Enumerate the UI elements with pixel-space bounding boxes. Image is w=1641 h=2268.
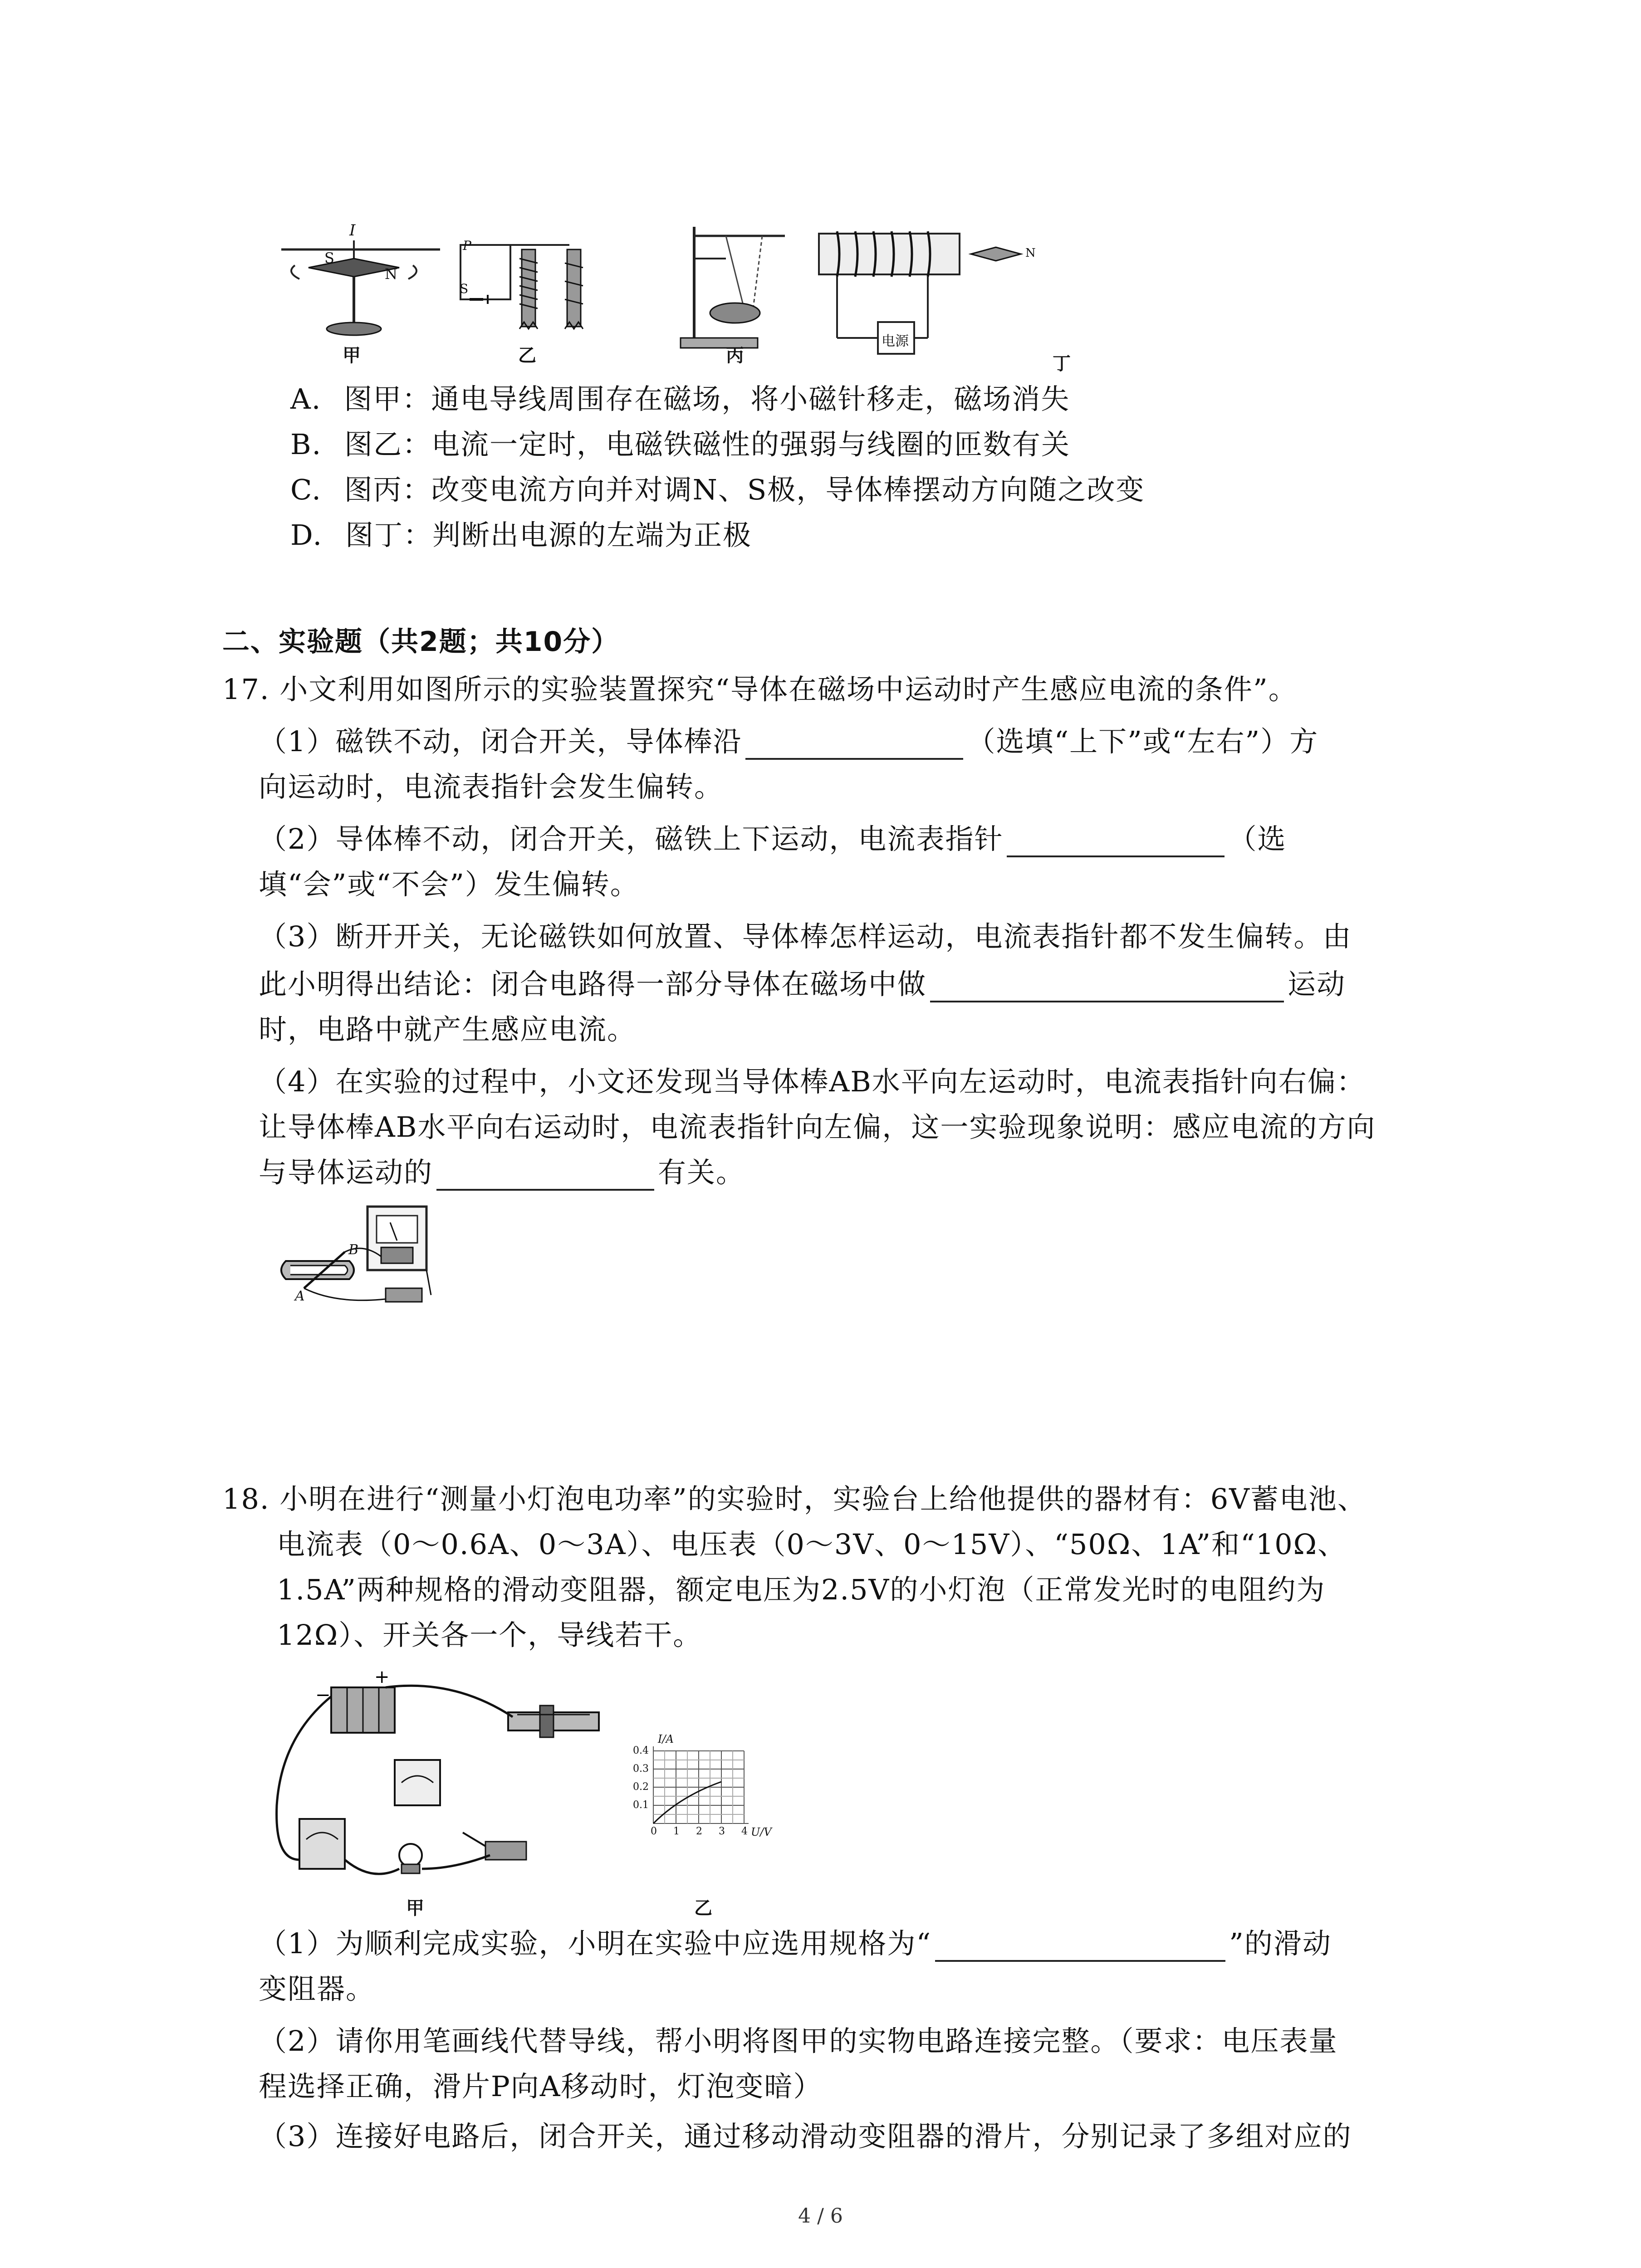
label-a: A	[295, 1288, 305, 1304]
q18-part1-cont: 变阻器。	[259, 1972, 375, 2005]
option-letter: C.	[290, 473, 322, 506]
south-label: S	[324, 249, 334, 267]
q17-part4-c	[259, 1154, 745, 1191]
q18-p1-text: （1）为顺利完成实验，小明在实验中应选用规格为“	[259, 1927, 932, 1960]
figure-bing	[676, 222, 794, 358]
caption-jia: 甲	[406, 1898, 424, 1919]
answer-blank[interactable]	[930, 973, 1284, 1002]
x-tick: 4	[741, 1826, 748, 1837]
figure-yi	[456, 231, 610, 349]
x-tick: 0	[651, 1826, 657, 1837]
page-number: 4 / 6	[798, 2204, 843, 2228]
q17-p3-text-c: 运动	[1288, 968, 1346, 1001]
q17-p3-text: 此小明得出结论：闭合电路得一部分导体在磁场中做	[259, 968, 927, 1001]
answer-blank[interactable]	[935, 1933, 1225, 1962]
svg-text:+: +	[374, 1669, 390, 1687]
q17-part2	[259, 821, 1286, 857]
q18-part2-b: 程选择正确，滑片P向A移动时，灯泡变暗）	[259, 2070, 823, 2103]
power-label: 电源	[882, 333, 909, 349]
q18-line1: 18. 小明在进行“测量小灯泡电功率”的实验时，实验台上给他提供的器材有：6V蓄电池、	[222, 1482, 1367, 1515]
q17-part3: （3）断开开关，无论磁铁如何放置、导体棒怎样运动，电流表指针都不发生偏转。由	[259, 920, 1352, 953]
north-label: N	[385, 265, 397, 283]
q17-p4-text: 与导体运动的	[259, 1156, 433, 1189]
y-tick: 0.1	[633, 1799, 649, 1811]
q18-part2: （2）请你用笔画线代替导线，帮小明将图甲的实物电路连接完整。（要求：电压表量	[259, 2024, 1338, 2058]
label-ding: 丁	[1053, 353, 1071, 374]
label-b: B	[348, 1242, 359, 1258]
x-tick: 3	[719, 1826, 725, 1837]
option-text: 图乙：电流一定时，电磁铁磁性的强弱与线圈的匝数有关	[344, 428, 1071, 461]
option-text: 图丁：判断出电源的左端为正极	[345, 518, 752, 552]
q17-apparatus-figure	[272, 1202, 463, 1320]
y-axis-label: I/A	[658, 1733, 674, 1745]
q17-p2-text: （2）导体棒不动，闭合开关，磁铁上下运动，电流表指针	[259, 822, 1004, 855]
option-a	[290, 381, 1070, 417]
x-tick: 2	[696, 1826, 702, 1837]
q17-part1	[259, 723, 1318, 760]
y-tick: 0.3	[633, 1763, 649, 1774]
label-bing: 丙	[726, 345, 744, 366]
q17-part3-b	[259, 966, 1346, 1002]
current-label: I	[349, 221, 356, 240]
label-yi: 乙	[518, 345, 536, 366]
q17-part2-cont: 填“会”或“不会”）发生偏转。	[259, 868, 639, 901]
q18-line4: 12Ω）、开关各一个，导线若干。	[277, 1618, 702, 1652]
figure-ding	[814, 225, 1050, 370]
q17-part4: （4）在实验的过程中，小文还发现当导体棒AB水平向左运动时，电流表指针向右偏：	[259, 1065, 1366, 1098]
x-axis-label: U/V	[751, 1826, 772, 1838]
figure-jia	[281, 222, 445, 358]
q18-p1-text-b: ”的滑动	[1229, 1927, 1332, 1960]
answer-blank[interactable]	[1007, 828, 1225, 857]
q17-part1-cont: 向运动时，电流表指针会发生偏转。	[259, 770, 724, 803]
q17-p1-text: （1）磁铁不动，闭合开关，导体棒沿	[259, 725, 742, 758]
answer-blank[interactable]	[745, 731, 963, 760]
label-jia: 甲	[343, 345, 361, 366]
q18-part1	[259, 1926, 1332, 1962]
q17-part3-cont: 时，电路中就产生感应电流。	[259, 1013, 637, 1046]
answer-blank[interactable]	[436, 1162, 654, 1191]
q17-p4-text-d: 有关。	[658, 1156, 745, 1189]
q18-line2: 电流表（0～0.6A、0～3A）、电压表（0～3V、0～15V）、“50Ω、1A”和“10Ω、	[277, 1528, 1347, 1561]
y-tick: 0.2	[633, 1781, 649, 1793]
q18-iu-graph	[631, 1733, 776, 1851]
section-heading: 二、实验题（共2题；共10分）	[222, 626, 620, 658]
option-text: 图甲：通电导线周围存在磁场，将小磁针移走，磁场消失	[344, 382, 1070, 415]
option-d	[290, 517, 752, 553]
option-letter: D.	[290, 518, 323, 552]
q18-part3: （3）连接好电路后，闭合开关，通过移动滑动变阻器的滑片，分别记录了多组对应的	[259, 2120, 1352, 2153]
q17-p1-text-b: （选填“上下”或“左右”）方	[967, 725, 1319, 758]
y-tick: 0.4	[633, 1745, 649, 1756]
x-tick: 1	[673, 1826, 680, 1837]
switch-label: S	[460, 281, 469, 296]
q18-circuit-figure	[272, 1669, 617, 1887]
svg-text:−: −	[315, 1685, 331, 1706]
option-text: 图丙：改变电流方向并对调N、S极，导体棒摆动方向随之改变	[344, 473, 1145, 506]
needle-label: N	[1025, 246, 1036, 260]
p-label: P	[463, 238, 471, 253]
q17-p2-text-b: （选	[1228, 822, 1287, 855]
q17-part4-b: 让导体棒AB水平向右运动时，电流表指针向左偏，这一实验现象说明：感应电流的方向	[259, 1110, 1376, 1144]
q17-stem: 17. 小文利用如图所示的实验装置探究“导体在磁场中运动时产生感应电流的条件”。	[222, 673, 1298, 706]
caption-yi: 乙	[694, 1898, 712, 1919]
option-b	[290, 426, 1070, 463]
option-letter: A.	[290, 382, 322, 415]
option-c	[290, 472, 1145, 508]
option-letter: B.	[290, 428, 322, 461]
q18-line3: 1.5A”两种规格的滑动变阻器，额定电压为2.5V的小灯泡（正常发光时的电阻约为	[277, 1573, 1326, 1606]
